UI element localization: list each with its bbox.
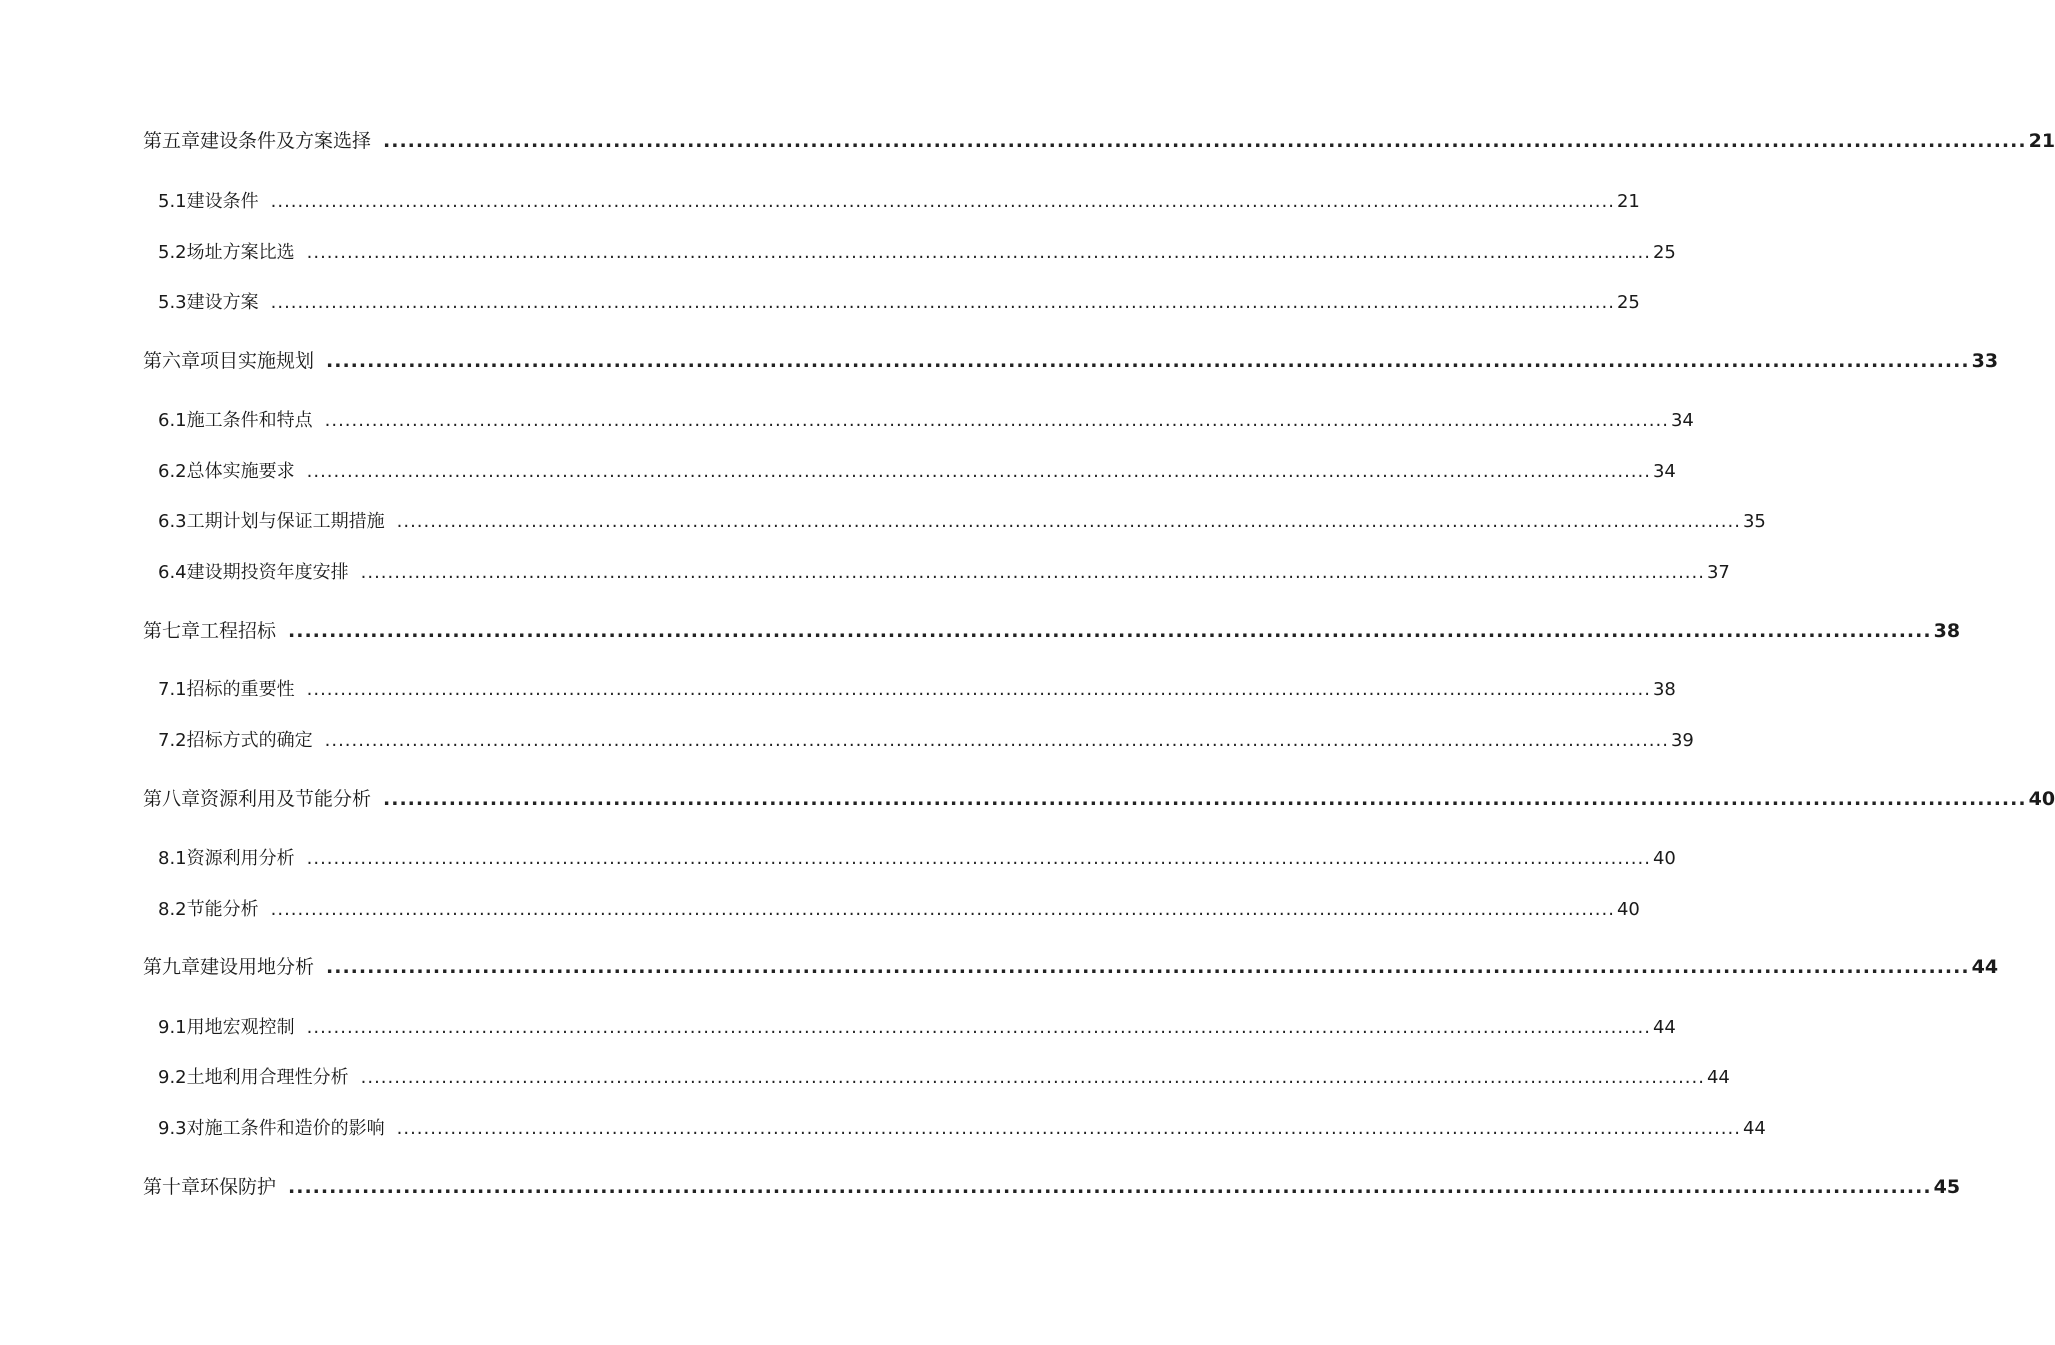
dot-leader: ........................................................................................................................................................................................................	[383, 788, 2027, 810]
toc-section-entry[interactable]	[158, 1014, 1676, 1042]
dot-leader: ........................................................................................................................................................................................................	[326, 350, 1970, 372]
page-number: 38	[1652, 679, 1676, 700]
page-number: 44	[1971, 956, 1999, 978]
toc-section-entry[interactable]	[158, 559, 1730, 587]
dot-leader: ........................................................................................................................................................................................................	[306, 848, 1651, 869]
toc-section-entry[interactable]	[158, 845, 1676, 873]
entry-title: 土地利用合理性分析	[186, 1067, 349, 1088]
entry-title: 招标方式的确定	[186, 730, 313, 751]
page-number: 44	[1742, 1118, 1766, 1139]
dot-leader: ........................................................................................................................................................................................................	[360, 562, 1705, 583]
entry-number: 6.4	[158, 562, 187, 583]
entry-number: 5.1	[158, 191, 187, 212]
entry-title: 施工条件和特点	[186, 410, 313, 431]
dot-leader: ........................................................................................................................................................................................................	[288, 1176, 1932, 1198]
entry-title: 节能分析	[186, 899, 259, 920]
page-number: 25	[1616, 292, 1640, 313]
dot-leader: ........................................................................................................................................................................................................	[324, 730, 1669, 751]
entry-number: 第八章	[143, 788, 201, 810]
page-number: 39	[1670, 730, 1694, 751]
toc-chapter-entry[interactable]	[143, 785, 2055, 813]
entry-number: 7.1	[158, 679, 187, 700]
toc-chapter-entry[interactable]	[143, 953, 1999, 981]
entry-number: 6.1	[158, 410, 187, 431]
entry-title: 工程招标	[200, 620, 277, 642]
page-number: 44	[1706, 1067, 1730, 1088]
page-number: 40	[2028, 788, 2055, 810]
entry-number: 8.1	[158, 848, 187, 869]
page-number: 34	[1670, 410, 1694, 431]
page-number: 40	[1616, 899, 1640, 920]
entry-title: 对施工条件和造价的影响	[186, 1118, 385, 1139]
toc-chapter-entry[interactable]	[143, 617, 1961, 645]
dot-leader: ........................................................................................................................................................................................................	[270, 191, 1615, 212]
entry-number: 5.3	[158, 292, 187, 313]
entry-number: 9.3	[158, 1118, 187, 1139]
entry-number: 9.1	[158, 1017, 187, 1038]
toc-section-entry[interactable]	[158, 896, 1640, 924]
entry-number: 5.2	[158, 242, 187, 263]
page-number: 38	[1933, 620, 1961, 642]
dot-leader: ........................................................................................................................................................................................................	[360, 1067, 1705, 1088]
dot-leader: ........................................................................................................................................................................................................	[324, 410, 1669, 431]
dot-leader: ........................................................................................................................................................................................................	[396, 511, 1741, 532]
toc-section-entry[interactable]	[158, 289, 1640, 317]
dot-leader: ........................................................................................................................................................................................................	[306, 461, 1651, 482]
dot-leader: ........................................................................................................................................................................................................	[306, 1017, 1651, 1038]
entry-title: 建设用地分析	[200, 956, 315, 978]
entry-number: 第五章	[143, 130, 201, 152]
entry-title: 项目实施规划	[200, 350, 315, 372]
toc-chapter-entry[interactable]	[143, 127, 2055, 155]
entry-title: 资源利用分析	[186, 848, 295, 869]
page-number: 21	[1616, 191, 1640, 212]
entry-title: 用地宏观控制	[186, 1017, 295, 1038]
entry-title: 环保防护	[200, 1176, 277, 1198]
page-number: 44	[1652, 1017, 1676, 1038]
entry-title: 工期计划与保证工期措施	[186, 511, 385, 532]
entry-title: 建设方案	[186, 292, 259, 313]
page-number: 33	[1971, 350, 1999, 372]
entry-title: 招标的重要性	[186, 679, 295, 700]
toc-section-entry[interactable]	[158, 407, 1694, 435]
dot-leader: ........................................................................................................................................................................................................	[270, 899, 1615, 920]
entry-number: 第六章	[143, 350, 201, 372]
dot-leader: ........................................................................................................................................................................................................	[396, 1118, 1741, 1139]
toc-section-entry[interactable]	[158, 239, 1676, 267]
entry-number: 第九章	[143, 956, 201, 978]
entry-title: 资源利用及节能分析	[200, 788, 372, 810]
dot-leader: ........................................................................................................................................................................................................	[288, 620, 1932, 642]
toc-section-entry[interactable]	[158, 188, 1640, 216]
dot-leader: ........................................................................................................................................................................................................	[270, 292, 1615, 313]
dot-leader: ........................................................................................................................................................................................................	[383, 130, 2027, 152]
toc-chapter-entry[interactable]	[143, 347, 1999, 375]
dot-leader: ........................................................................................................................................................................................................	[306, 242, 1651, 263]
dot-leader: ........................................................................................................................................................................................................	[306, 679, 1651, 700]
toc-chapter-entry[interactable]	[143, 1173, 1961, 1201]
entry-number: 7.2	[158, 730, 187, 751]
page-number: 40	[1652, 848, 1676, 869]
entry-title: 建设期投资年度安排	[186, 562, 349, 583]
entry-number: 6.2	[158, 461, 187, 482]
toc-section-entry[interactable]	[158, 458, 1676, 486]
page-number: 35	[1742, 511, 1766, 532]
toc-section-entry[interactable]	[158, 676, 1676, 704]
toc-section-entry[interactable]	[158, 727, 1694, 755]
page-number: 34	[1652, 461, 1676, 482]
entry-title: 建设条件	[186, 191, 259, 212]
toc-section-entry[interactable]	[158, 1064, 1730, 1092]
entry-number: 9.2	[158, 1067, 187, 1088]
entry-title: 总体实施要求	[186, 461, 295, 482]
entry-title: 建设条件及方案选择	[200, 130, 372, 152]
toc-section-entry[interactable]	[158, 508, 1766, 536]
entry-number: 第七章	[143, 620, 201, 642]
dot-leader: ........................................................................................................................................................................................................	[326, 956, 1970, 978]
toc-section-entry[interactable]	[158, 1115, 1766, 1143]
page-number: 21	[2028, 130, 2055, 152]
entry-title: 场址方案比选	[186, 242, 295, 263]
entry-number: 6.3	[158, 511, 187, 532]
entry-number: 第十章	[143, 1176, 201, 1198]
page-number: 37	[1706, 562, 1730, 583]
page-number: 25	[1652, 242, 1676, 263]
entry-number: 8.2	[158, 899, 187, 920]
page-number: 45	[1933, 1176, 1961, 1198]
